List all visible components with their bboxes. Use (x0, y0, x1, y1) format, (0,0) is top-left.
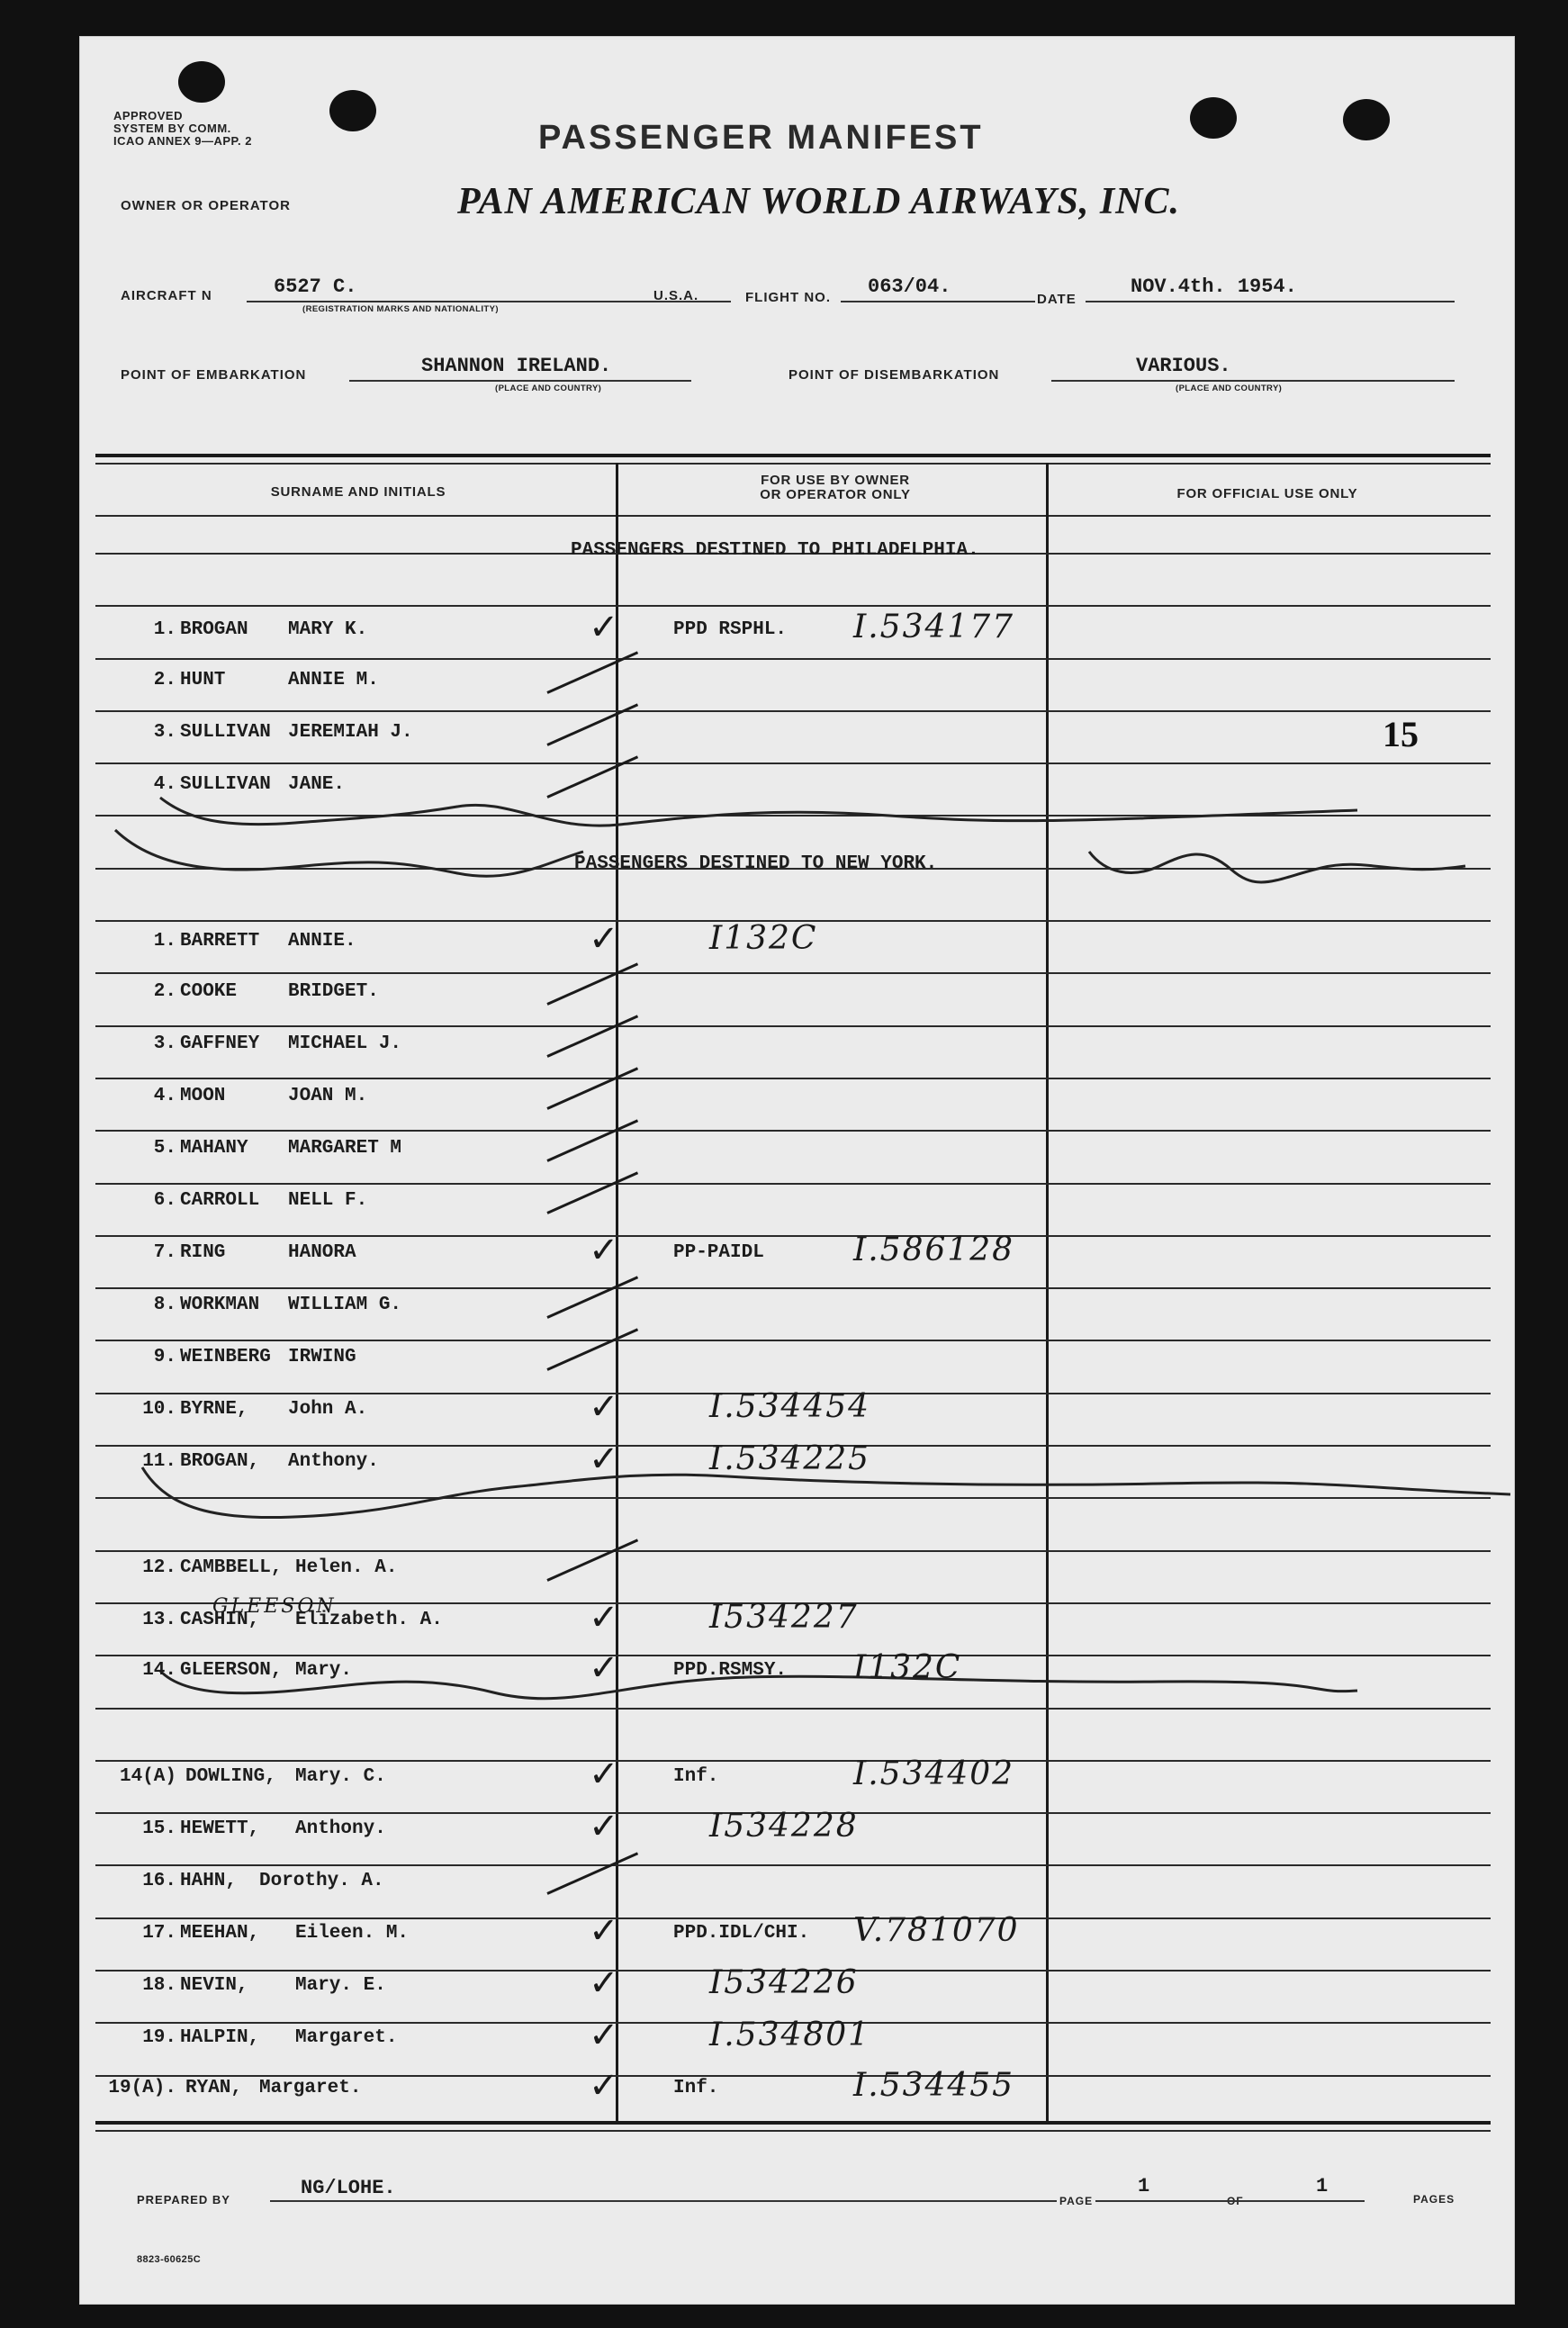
surname: BROGAN, (180, 1451, 260, 1472)
aircraft-note: (REGISTRATION MARKS AND NATIONALITY) (302, 304, 499, 314)
surname: HEWETT, (180, 1818, 260, 1839)
surname: RING (180, 1242, 226, 1263)
prepared-label: PREPARED BY (137, 2193, 230, 2206)
row-number: 3. (153, 722, 176, 743)
table-row (79, 1647, 1515, 1696)
table-row (79, 1295, 1515, 1331)
check-mark-icon: ✓ (589, 1230, 619, 1271)
page-label: PAGE (1057, 2195, 1095, 2207)
surname: GAFFNEY (180, 1033, 260, 1054)
row-number: 12. (142, 1557, 176, 1578)
row-number: 15. (142, 1818, 176, 1839)
given-names: Eileen. M. (295, 1923, 410, 1944)
col-surname-header: SURNAME AND INITIALS (270, 484, 446, 500)
col-official-header: FOR OFFICIAL USE ONLY (1176, 486, 1358, 501)
surname: CARROLL (180, 1190, 260, 1211)
row-number: 1. (153, 619, 176, 640)
check-mark-icon: ✓ (589, 1439, 619, 1480)
wavy-line (115, 830, 583, 876)
given-names: WILLIAM G. (288, 1295, 402, 1315)
row-number: 11. (142, 1451, 176, 1472)
given-names: HANORA (288, 1242, 356, 1263)
table-row (79, 1871, 1515, 1907)
table-row (79, 1086, 1515, 1122)
check-mark-icon: ✓ (589, 1754, 619, 1795)
check-mark-icon: ✓ (589, 1910, 619, 1952)
row-number: 2. (153, 670, 176, 690)
disembark-label: POINT OF DISEMBARKATION (789, 367, 1000, 383)
aircraft-label: AIRCRAFT N (121, 288, 212, 303)
date-label: DATE (1037, 292, 1077, 307)
flight-value: 063/04. (868, 275, 951, 298)
ticket-number: I.534177 (853, 609, 1015, 645)
table-row (79, 607, 1515, 655)
table-row (79, 918, 1515, 967)
given-names: Margaret. (295, 2027, 398, 2048)
date-value: NOV.4th. 1954. (1131, 275, 1297, 298)
given-names: JANE. (288, 774, 346, 795)
check-mark-icon: ✓ (589, 1806, 619, 1847)
col-owner-header-line: FOR USE BY OWNER (761, 473, 910, 488)
row-number: 14(A) (119, 1766, 176, 1787)
surname: GLEERSON, (180, 1660, 283, 1681)
table-row (79, 1190, 1515, 1226)
table-row (79, 1963, 1515, 2011)
page-title: PASSENGER MANIFEST (538, 119, 984, 157)
row-number: 4. (153, 1086, 176, 1106)
table-row (79, 1754, 1515, 1802)
ticket-number: I.534454 (709, 1388, 871, 1425)
disembark-note: (PLACE AND COUNTRY) (1176, 383, 1283, 393)
surname: SULLIVAN (180, 722, 271, 743)
check-mark-icon: ✓ (589, 607, 619, 648)
prepared-field (270, 2179, 1170, 2202)
disembark-value: VARIOUS. (1136, 355, 1231, 377)
embark-note: (PLACE AND COUNTRY) (495, 383, 602, 393)
table-row (79, 670, 1515, 706)
given-names: Anthony. (295, 1818, 386, 1839)
surname: MOON (180, 1086, 226, 1106)
table-row (79, 774, 1515, 810)
row-number: 19(A). (108, 2078, 176, 2098)
owner-note: PP-PAIDL (673, 1242, 764, 1263)
name-correction: GLEESON (212, 1595, 337, 1618)
given-names: NELL F. (288, 1190, 368, 1211)
check-mark-icon: ✓ (589, 2015, 619, 2056)
prepared-value: NG/LOHE. (301, 2177, 396, 2199)
given-names: Margaret. (259, 2078, 362, 2098)
owner-note: PPD RSPHL. (673, 619, 788, 640)
row-number: 8. (153, 1295, 176, 1315)
ticket-number: I534226 (709, 1964, 859, 2001)
row-number: 1. (153, 931, 176, 952)
manifest-sheet (79, 36, 1515, 2305)
owner-label: OWNER OR OPERATOR (121, 198, 291, 213)
row-number: 18. (142, 1975, 176, 1996)
given-names: Anthony. (288, 1451, 379, 1472)
owner-note: Inf. (673, 1766, 719, 1787)
surname: BARRETT (180, 931, 260, 952)
section-new-york: PASSENGERS DESTINED TO NEW YORK. (574, 853, 938, 874)
table-row (79, 1386, 1515, 1435)
surname: COOKE (180, 981, 238, 1002)
wavy-line (1089, 852, 1465, 882)
surname: RYAN, (185, 2078, 243, 2098)
check-mark-icon: ✓ (589, 1647, 619, 1689)
given-names: John A. (288, 1399, 368, 1420)
table-row (79, 1439, 1515, 1487)
table-bottom-rule (95, 2121, 1491, 2125)
surname: MEEHAN, (180, 1923, 260, 1944)
of-label: OF (1224, 2195, 1247, 2207)
row-number: 9. (153, 1347, 176, 1367)
ticket-number: I132C (709, 920, 818, 957)
check-mark-icon: ✓ (589, 2065, 619, 2107)
owner-note: Inf. (673, 2078, 719, 2098)
check-mark-icon: ✓ (589, 1963, 619, 2004)
surname: BYRNE, (180, 1399, 248, 1420)
check-mark-icon: ✓ (589, 1597, 619, 1638)
table-row (79, 1910, 1515, 1959)
surname: SULLIVAN (180, 774, 271, 795)
table-row (79, 2065, 1515, 2114)
surname: MAHANY (180, 1138, 248, 1159)
surname: HUNT (180, 670, 226, 690)
ticket-number: I.534225 (709, 1440, 871, 1477)
check-mark-icon: ✓ (589, 1386, 619, 1428)
given-names: BRIDGET. (288, 981, 379, 1002)
section-philadelphia: PASSENGERS DESTINED TO PHILADELPHIA. (571, 540, 979, 561)
given-names: Elizabeth. A. (295, 1610, 443, 1630)
given-names: ANNIE. (288, 931, 356, 952)
table-bottom-rule (95, 2130, 1491, 2132)
approval-line: ICAO ANNEX 9—APP. 2 (113, 134, 252, 148)
row-number: 4. (153, 774, 176, 795)
surname: CASHIN, (180, 1610, 260, 1630)
given-names: JOAN M. (288, 1086, 368, 1106)
surname: WORKMAN (180, 1295, 260, 1315)
ticket-number: I.586128 (853, 1232, 1015, 1268)
row-number: 5. (153, 1138, 176, 1159)
col-owner-header-line: OR OPERATOR ONLY (760, 487, 911, 502)
ticket-number: I.534801 (709, 2017, 871, 2053)
table-row (79, 1557, 1515, 1593)
table-row (79, 2015, 1515, 2063)
surname: HAHN, (180, 1871, 238, 1891)
airline-name: PAN AMERICAN WORLD AIRWAYS, INC. (457, 181, 1181, 222)
table-row (79, 1806, 1515, 1854)
surname: HALPIN, (180, 2027, 260, 2048)
row-number: 17. (142, 1923, 176, 1944)
given-names: Dorothy. A. (259, 1871, 384, 1891)
given-names: JEREMIAH J. (288, 722, 413, 743)
page-value: 1 (1138, 2175, 1150, 2197)
page-field (1170, 2179, 1365, 2202)
ticket-number: I534228 (709, 1808, 859, 1845)
table-row (79, 1230, 1515, 1278)
surname: NEVIN, (180, 1975, 248, 1996)
row-number: 19. (142, 2027, 176, 2048)
surname: CAMBBELL, (180, 1557, 283, 1578)
owner-note: PPD.RSMSY. (673, 1660, 788, 1681)
count-note: 15 (1383, 714, 1419, 754)
flight-label: FLIGHT NO. (745, 290, 831, 305)
row-number: 6. (153, 1190, 176, 1211)
form-code: 8823-60625C (137, 2254, 202, 2265)
ticket-number: I132C (853, 1649, 962, 1686)
row-number: 14. (142, 1660, 176, 1681)
owner-note: PPD.IDL/CHI. (673, 1923, 810, 1944)
row-number: 7. (153, 1242, 176, 1263)
given-names: MICHAEL J. (288, 1033, 402, 1054)
table-row (79, 1347, 1515, 1383)
table-row (79, 981, 1515, 1017)
row-number: 16. (142, 1871, 176, 1891)
embark-value: SHANNON IRELAND. (421, 355, 612, 377)
ticket-number: I.534455 (853, 2067, 1015, 2104)
usa-label: U.S.A. (653, 288, 699, 303)
surname: DOWLING, (185, 1766, 276, 1787)
pages-label: PAGES (1413, 2193, 1455, 2206)
row-number: 3. (153, 1033, 176, 1054)
surname: BROGAN (180, 619, 248, 640)
surname: WEINBERG (180, 1347, 271, 1367)
aircraft-value: 6527 C. (274, 275, 357, 298)
given-names: Mary. C. (295, 1766, 386, 1787)
given-names: Mary. E. (295, 1975, 386, 1996)
approval-line: SYSTEM BY COMM. (113, 122, 231, 135)
table-row (79, 722, 1515, 758)
table-row (79, 1138, 1515, 1174)
ticket-number: I534227 (709, 1599, 859, 1636)
ticket-number: V.781070 (853, 1912, 1020, 1949)
given-names: ANNIE M. (288, 670, 379, 690)
given-names: MARGARET M (288, 1138, 402, 1159)
row-number: 2. (153, 981, 176, 1002)
check-mark-icon: ✓ (589, 918, 619, 960)
given-names: Helen. A. (295, 1557, 398, 1578)
row-number: 13. (142, 1610, 176, 1630)
given-names: IRWING (288, 1347, 356, 1367)
table-row (79, 1033, 1515, 1069)
approval-line: APPROVED (113, 109, 183, 122)
given-names: Mary. (295, 1660, 353, 1681)
ticket-number: I.534402 (853, 1755, 1015, 1792)
embark-label: POINT OF EMBARKATION (121, 367, 307, 383)
given-names: MARY K. (288, 619, 368, 640)
of-value: 1 (1316, 2175, 1329, 2197)
row-number: 10. (142, 1399, 176, 1420)
